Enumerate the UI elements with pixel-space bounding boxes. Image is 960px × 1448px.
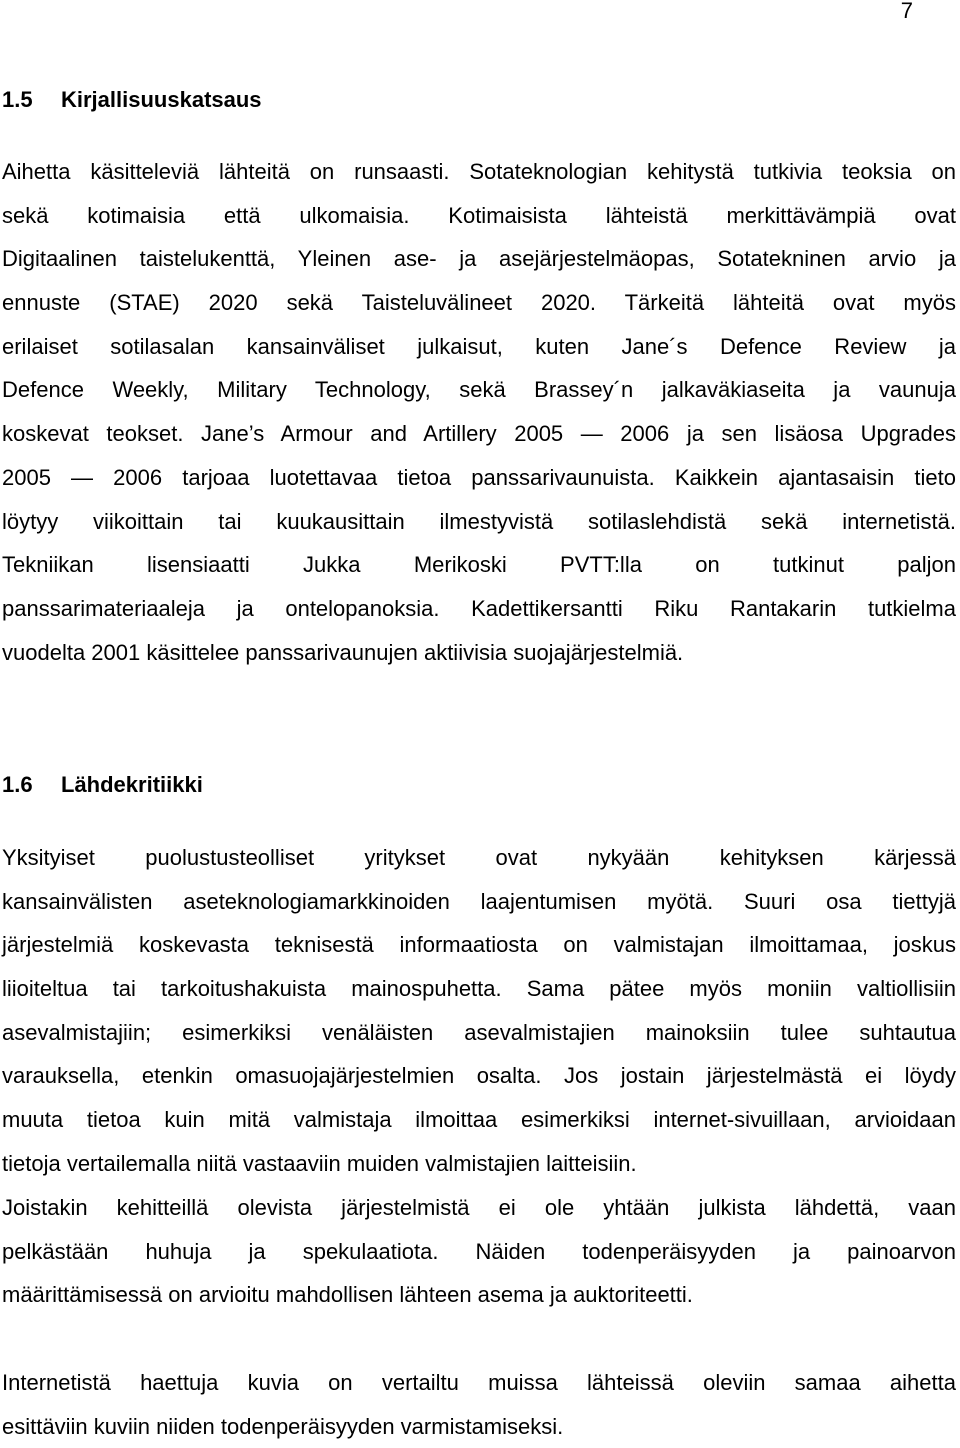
text-line: muuta tietoa kuin mitä valmistaja ilmoittaa esimerkiksi internet-sivuillaan, arvioidaan [2,1107,956,1133]
section-title: Kirjallisuuskatsaus [61,87,262,112]
text-line: varauksella, etenkin omasuojajärjestelmien osalta. Jos jostain järjestelmästä ei löydy [2,1063,956,1089]
paragraph-source-criticism-2 [2,1186,956,1317]
text-line: panssarimateriaaleja ja ontelopanoksia. Kadettikersantti Riku Rantakarin tutkielma [2,595,956,621]
section-heading-1-6 [2,772,203,798]
text-line: Tekniikan lisensiaatti Jukka Merikoski PVTT:lla on tutkinut paljon [2,552,956,578]
text-line: erilaiset sotilasalan kansainväliset julkaisut, kuten Jane´s Defence Review ja [2,333,956,359]
text-line: Yksityiset puolustusteolliset yritykset ovat nykyään kehityksen kärjessä [2,845,956,870]
paragraph-literature-review [2,150,956,674]
text-line: sekä kotimaisia että ulkomaisia. Kotimaisista lähteistä merkittävämpiä ovat [2,202,956,228]
text-line: pelkästään huhuja ja spekulaatiota. Näiden todenperäisyyden ja painoarvon [2,1238,956,1264]
paragraph-source-criticism-1 [2,836,956,1186]
text-line: koskevat teokset. Jane’s Armour and Artillery 2005 — 2006 ja sen lisäosa Upgrades [2,421,956,447]
section-title: Lähdekritiikki [61,772,203,797]
text-line: määrittämisessä on arvioitu mahdollisen lähteen asema ja auktoriteetti. [2,1282,693,1308]
text-line: Aihetta käsitteleviä lähteitä on runsaasti. Sotateknologian kehitystä tutkivia teoksia on [2,159,956,184]
text-line: asevalmistajiin; esimerkiksi venäläisten asevalmistajien mainoksiin tulee suhtautua [2,1019,956,1045]
text-line: Defence Weekly, Military Technology, sekä Brassey´n jalkaväkiaseita ja vaunuja [2,377,956,403]
text-line: liioiteltua tai tarkoitushakuista mainospuhetta. Sama pätee myös moniin valtiollisiin [2,976,956,1002]
page-number: 7 [900,0,913,23]
text-line: tietoja vertailemalla niitä vastaaviin muiden valmistajien laitteisiin. [2,1150,637,1176]
text-line: 2005 — 2006 tarjoaa luotettavaa tietoa panssarivaunuista. Kaikkein ajantasaisin tieto [2,464,956,490]
text-line: Internetistä haettuja kuvia on vertailtu muissa lähteissä oleviin samaa aihetta [2,1370,956,1395]
section-heading-1-5 [2,87,262,113]
section-number: 1.6 [2,772,33,797]
text-line: Digitaalinen taistelukenttä, Yleinen ase- ja asejärjestelmäopas, Sotatekninen arvio ja [2,246,956,272]
text-line: esittäviin kuviin niiden todenperäisyyden varmistamiseksi. [2,1413,564,1439]
paragraph-source-criticism-3 [2,1361,956,1448]
text-line: järjestelmiä koskevasta teknisestä informaatiosta on valmistajan ilmoittamaa, joskus [2,932,956,958]
text-line: Joistakin kehitteillä olevista järjestelmistä ei ole yhtään julkista lähdettä, vaan [2,1195,956,1220]
text-line: löytyy viikoittain tai kuukausittain ilmestyvistä sotilaslehdistä sekä internetistä. [2,508,956,534]
text-line: ennuste (STAE) 2020 sekä Taisteluvälineet 2020. Tärkeitä lähteitä ovat myös [2,290,956,316]
section-number: 1.5 [2,87,33,112]
text-line: vuodelta 2001 käsittelee panssarivaunujen aktiivisia suojajärjestelmiä. [2,639,684,665]
text-line: kansainvälisten aseteknologiamarkkinoiden laajentumisen myötä. Suuri osa tiettyjä [2,888,956,914]
